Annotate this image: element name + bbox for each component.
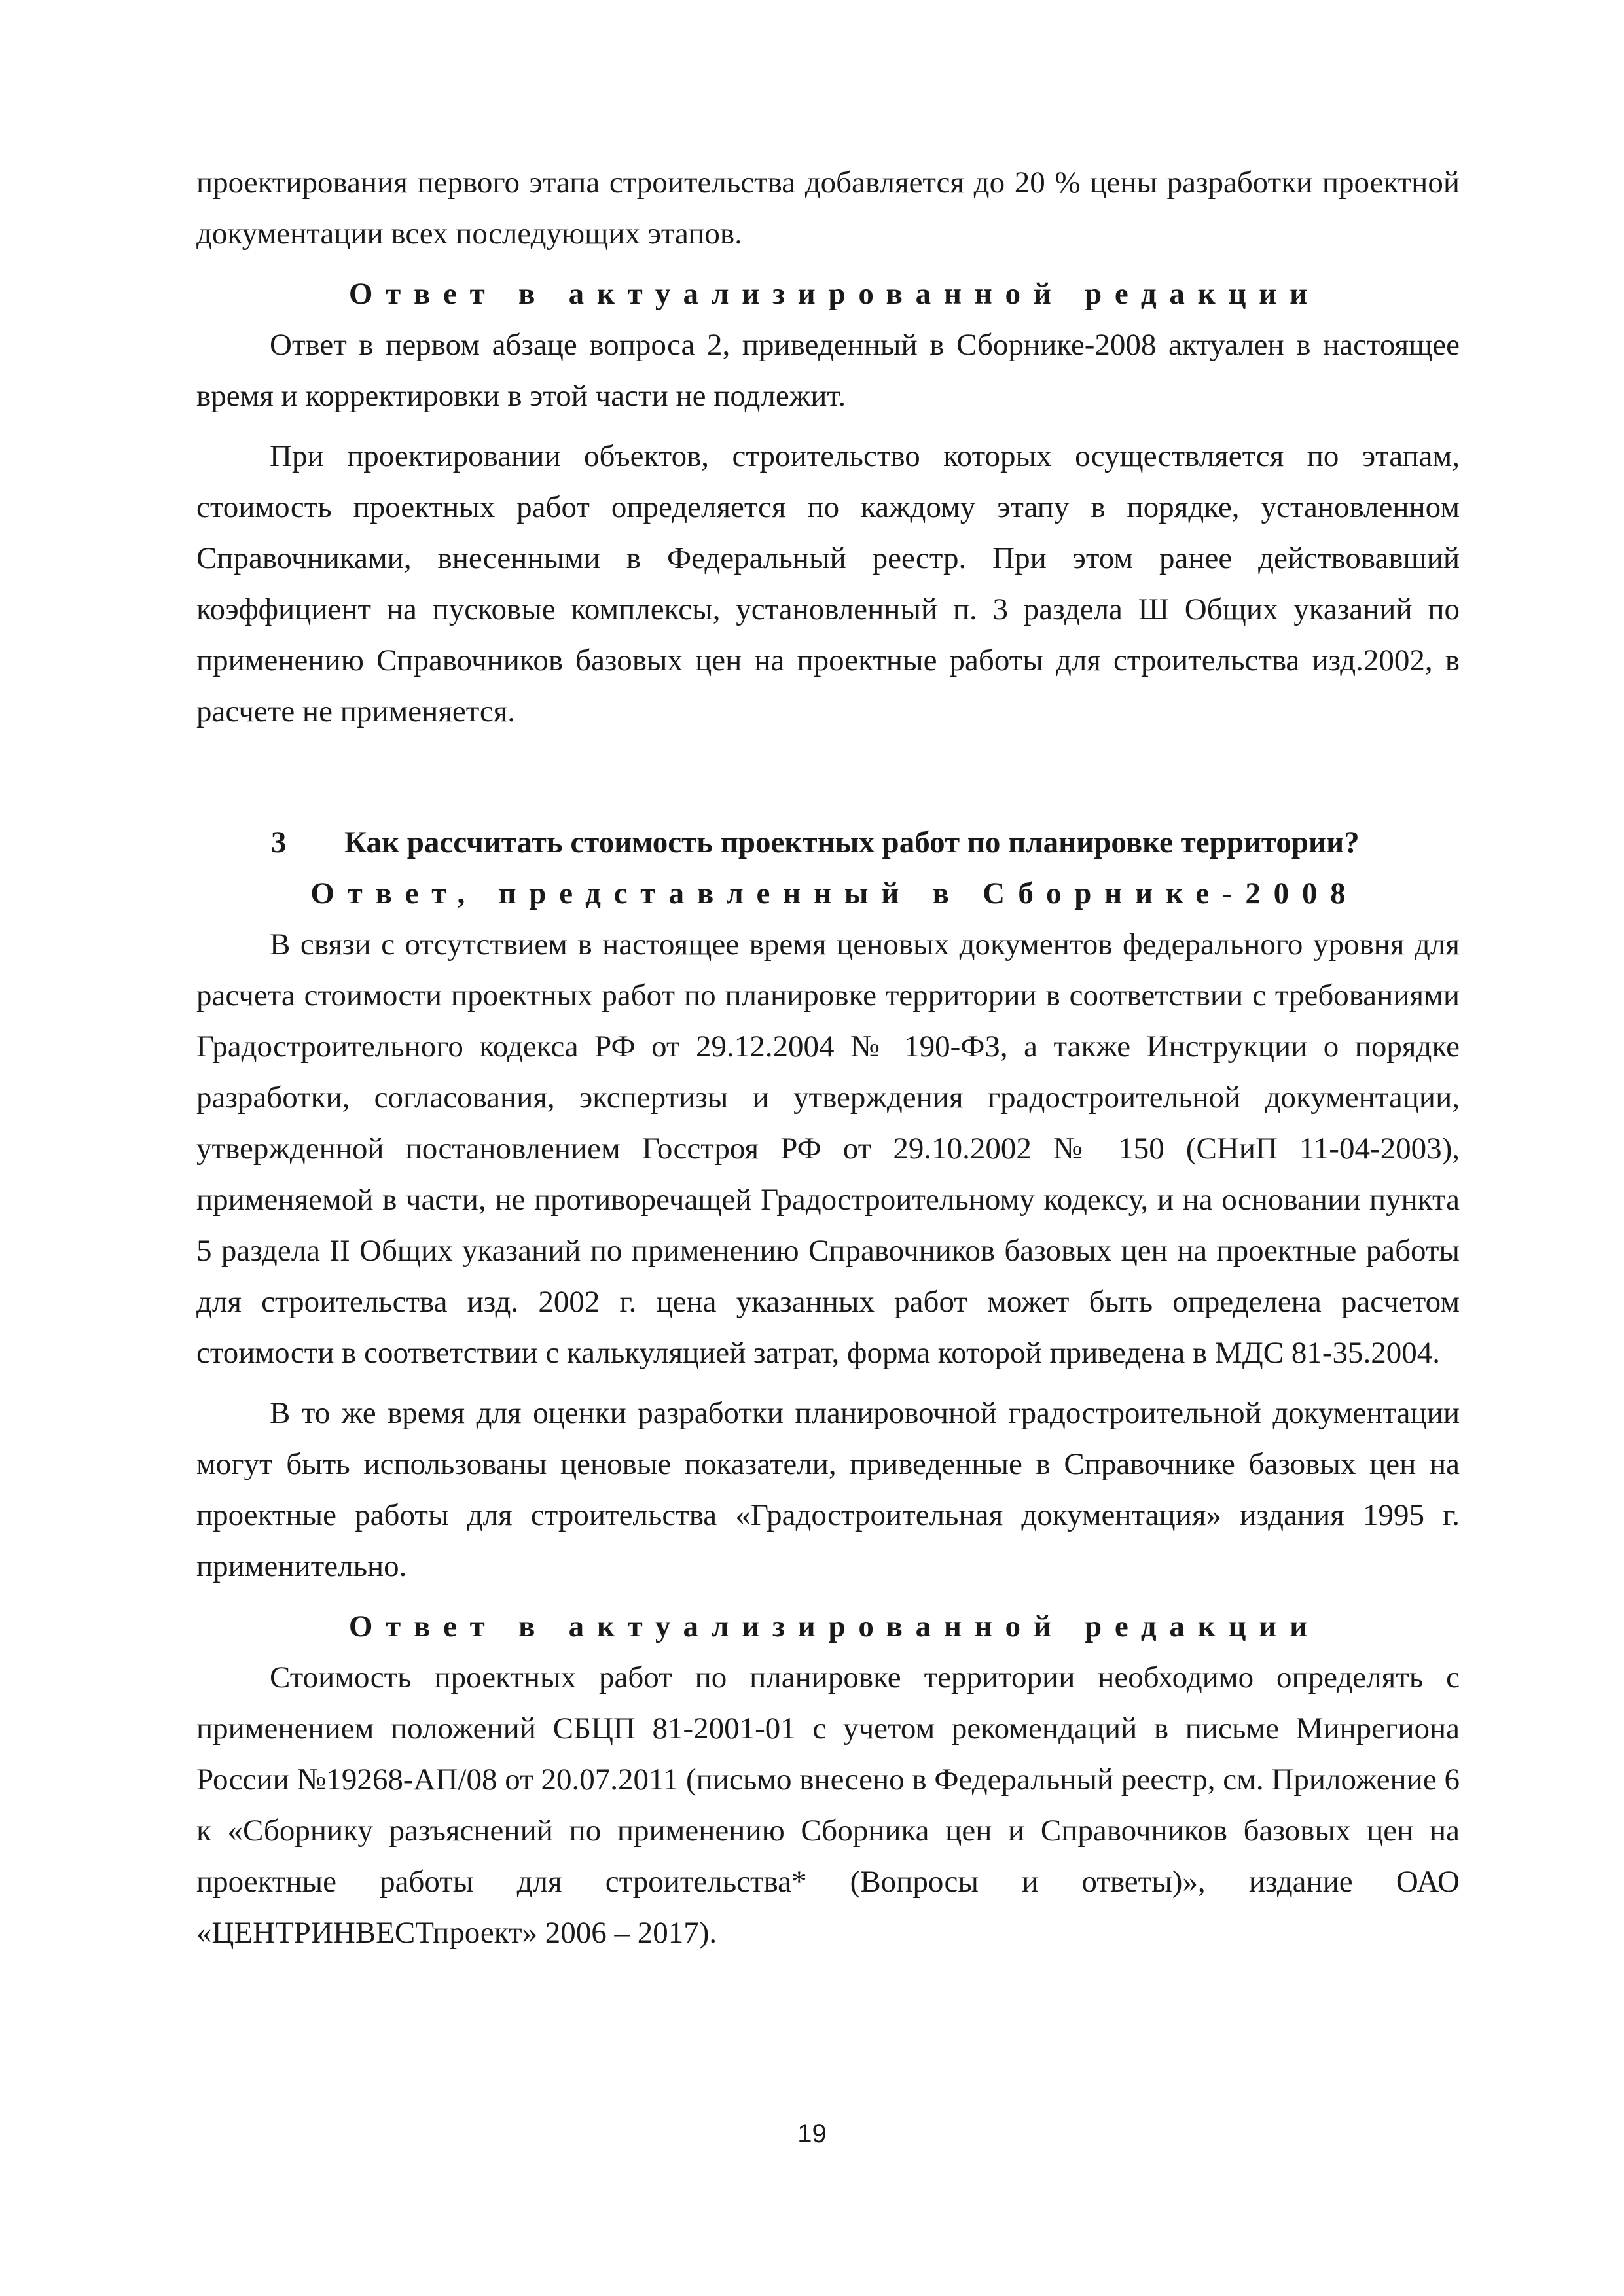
paragraph: Ответ в первом абзаце вопроса 2, приведенный в Сборнике-2008 актуален в настоящее время и корректировки в этой части не подлежит. — [196, 328, 1460, 413]
spacer — [196, 737, 1460, 817]
section-heading-2008: Ответ, представленный в Сборнике-2008 — [310, 876, 1359, 910]
paragraph: В связи с отсутствием в настоящее время ценовых документов федерального уровня для расчета стоимости проектных работ по планировке территории в соответствии с требованиями Градостроительного кодекса РФ от 29.12.2004 № 190-ФЗ, а также Инструкции о порядке разработки, согласования, экспертизы и утверждения градостроительной документации, утвержденной постановлением Госстроя РФ от 29.10.2002 № 150 (СНиП 11-04-2003), применяемой в части, не противоречащей Градостроительному кодексу, и на основании пункта 5 раздела II Общих указаний по применению Справочников базовых цен на проектные работы для строительства изд. 2002 г. цена указанных работ может быть определена расчетом стоимости в соответствии с калькуляцией затрат, форма которой приведена в МДС 81-35.2004. — [196, 927, 1460, 1370]
paragraph: Стоимость проектных работ по планировке территории необходимо определять с применением положений СБЦП 81-2001-01 с учетом рекомендаций в письме Минрегиона России №19268-АП/08 от 20.07.2011 (письмо внесено в Федеральный реестр, см. Приложение 6 к «Сборнику разъяснений по применению Сборника цен и Справочников базовых цен на проектные работы для строительства* (Вопросы и ответы)», издание ОАО «ЦЕНТРИНВЕСТпроект» 2006 – 2017). — [196, 1660, 1460, 1950]
section-heading-actualized: Ответ в актуализированной редакции — [348, 277, 1320, 311]
question-title: Как рассчитать стоимость проектных работ по планировке территории? — [344, 825, 1360, 859]
question-heading — [196, 817, 1460, 868]
paragraph: При проектировании объектов, строительство которых осуществляется по этапам, стоимость проектных работ определяется по каждому этапу в порядке, установленном Справочниками, внесенными в Федеральный реестр. При этом ранее действовавший коэффициент на пусковые комплексы, установленный п. 3 раздела Ш Общих указаний по применению Справочников базовых цен на проектные работы для строительства изд.2002, в расчете не применяется. — [196, 439, 1460, 728]
question-number: 3 — [271, 825, 287, 859]
section-heading-actualized: Ответ в актуализированной редакции — [348, 1609, 1320, 1643]
document-page — [196, 157, 1460, 1958]
page-number: 19 — [797, 2119, 827, 2148]
paragraph: В то же время для оценки разработки планировочной градостроительной документации могут быть использованы ценовые показатели, приведенные в Справочнике базовых цен на проектные работы для строительства «Градостроительная документация» издания 1995 г. применительно. — [196, 1396, 1460, 1583]
continuation-paragraph: проектирования первого этапа строительства добавляется до 20 % цены разработки проектной документации всех последующих этапов. — [196, 166, 1460, 251]
